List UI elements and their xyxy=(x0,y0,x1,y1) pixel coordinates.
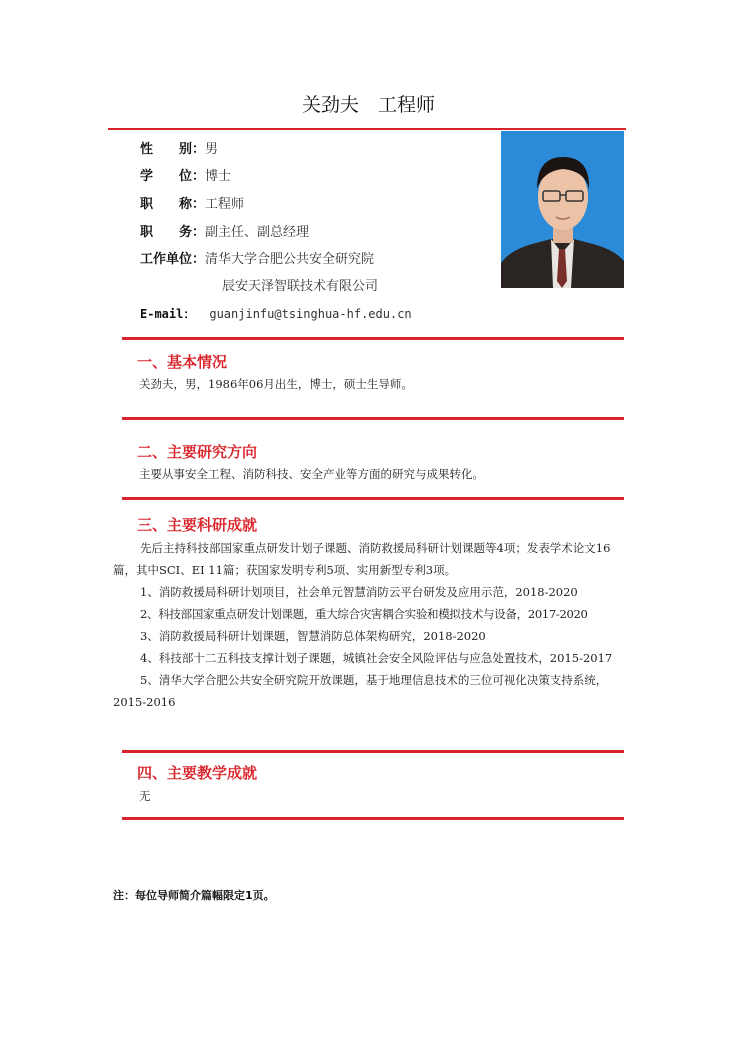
portrait-photo xyxy=(501,131,624,288)
section-research-text: 主要从事安全工程、消防科技、安全产业等方面的研究与成果转化。 xyxy=(139,467,484,481)
gender-label: 性 别： xyxy=(140,142,206,157)
position-row xyxy=(140,221,309,241)
unit-row-2 xyxy=(222,275,378,295)
position-value: 副主任、副总经理 xyxy=(205,225,310,240)
section-basic-heading: 一、基本情况 xyxy=(137,353,228,371)
gender-value: 男 xyxy=(205,142,219,157)
section-teaching-text: 无 xyxy=(139,789,151,803)
title-divider xyxy=(108,128,626,130)
achievement-item: 1、消防救援局科研计划项目，社会单元智慧消防云平台研发及应用示范，2018-2020 xyxy=(140,585,578,599)
section-divider-1 xyxy=(122,337,624,340)
section-teaching-heading: 四、主要教学成就 xyxy=(137,764,258,782)
degree-value: 博士 xyxy=(205,169,232,184)
unit-row xyxy=(140,248,374,268)
achievement-item: 4、科技部十二五科技支撑计划子课题，城镇社会安全风险评估与应急处置技术，2015-2017 xyxy=(140,651,613,665)
section-divider-4 xyxy=(122,750,624,753)
email-label: E-mail： xyxy=(140,307,196,321)
email-row xyxy=(140,303,412,323)
rank-label: 职 称： xyxy=(140,197,206,212)
section-research-heading: 二、主要研究方向 xyxy=(137,443,258,461)
unit-label: 工作单位： xyxy=(140,252,206,267)
page-title: 关劲夫 工程师 xyxy=(301,94,435,116)
section-divider-2 xyxy=(122,417,624,420)
rank-value: 工程师 xyxy=(205,197,245,212)
unit-value-1: 清华大学合肥公共安全研究院 xyxy=(205,252,375,267)
degree-row xyxy=(140,165,231,185)
rank-row xyxy=(140,193,244,213)
section-achievements-body xyxy=(113,537,626,713)
gender-row xyxy=(140,138,218,158)
section-basic-text: 关劲夫，男，1986年06月出生，博士，硕士生导师。 xyxy=(139,377,413,391)
achievement-item: 2、科技部国家重点研发计划课题，重大综合灾害耦合实验和模拟技术与设备，2017-2020 xyxy=(140,607,588,621)
footer-note: 注：每位导师简介篇幅限定1页。 xyxy=(113,889,275,902)
achievement-item: 3、消防救援局科研计划课题，智慧消防总体架构研究，2018-2020 xyxy=(140,629,486,643)
position-label: 职 务： xyxy=(140,225,206,240)
section-achievements-heading: 三、主要科研成就 xyxy=(137,516,258,534)
section-divider-5 xyxy=(122,817,624,820)
unit-value-2: 辰安天泽智联技术有限公司 xyxy=(222,279,379,294)
email-value: guanjinfu@tsinghua-hf.edu.cn xyxy=(209,307,412,321)
section-divider-3 xyxy=(122,497,624,500)
degree-label: 学 位： xyxy=(140,169,206,184)
achievement-item: 5、清华大学合肥公共安全研究院开放课题，基于地理信息技术的三位可视化决策支持系统，2015-2016 xyxy=(113,673,608,709)
achievements-intro: 先后主持科技部国家重点研发计划子课题、消防救援局科研计划课题等4项；发表学术论文16篇，其中SCI、EI 11篇；获国家发明专利5项、实用新型专利3项。 xyxy=(113,541,611,577)
